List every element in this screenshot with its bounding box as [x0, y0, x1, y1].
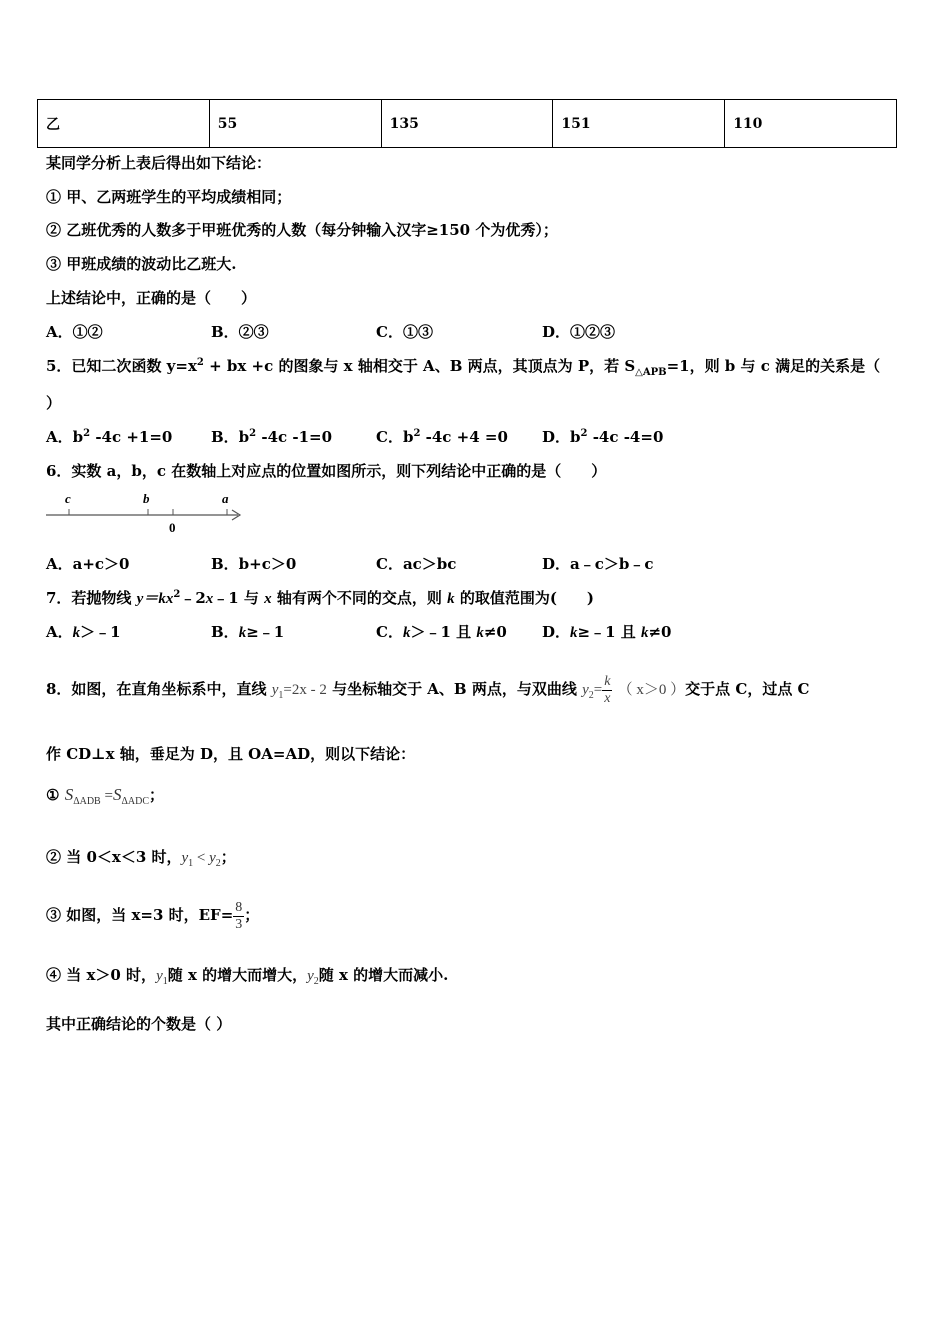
- q7-option-d[interactable]: [542, 621, 671, 642]
- q5-stem-end: ）: [46, 394, 62, 412]
- q8-text: ③ 如图，当 x=3 时，EF=: [46, 906, 234, 924]
- q8-math: S: [64, 785, 74, 804]
- q8-math: <: [193, 850, 210, 866]
- opt-math: k: [476, 625, 484, 641]
- q6-option-c[interactable]: C．ac＞bc: [376, 555, 457, 573]
- q8-text: 交于点 C，过点 C: [685, 680, 810, 698]
- frac-num: k: [604, 673, 611, 689]
- q6-option-d[interactable]: D．a﹣c＞b﹣c: [542, 555, 654, 573]
- q6-option-b[interactable]: B．b+c＞0: [211, 555, 297, 573]
- opt-sup: 2: [249, 428, 257, 439]
- q5-sup: 2: [196, 357, 204, 368]
- table-cell: 135: [381, 100, 553, 148]
- opt-text: ≠0: [648, 623, 672, 641]
- q8-text: ；: [244, 906, 260, 924]
- opt-text: -4c -1=0: [256, 428, 333, 446]
- table-cell: 110: [725, 100, 897, 148]
- q8-sub: 2: [215, 858, 221, 869]
- q5-option-b[interactable]: [211, 426, 332, 447]
- q8-math: y: [181, 850, 189, 866]
- opt-text: ≥﹣1: [246, 623, 285, 641]
- label-b: b: [143, 491, 150, 506]
- q8-text: 8．如图，在直角坐标系中，直线: [46, 680, 267, 698]
- q7-text: ﹣1 与: [213, 589, 265, 607]
- opt-text: -4c -4=0: [587, 428, 664, 446]
- q4-option-b[interactable]: B．②③: [211, 323, 269, 341]
- opt-math: k: [238, 625, 247, 641]
- q8-stem-2: 作 CD⊥x 轴，垂足为 D，且 OA=AD，则以下结论：: [46, 745, 416, 763]
- score-table: [37, 99, 897, 148]
- opt-text: ＞﹣1: [80, 623, 121, 641]
- q5-text: + bx +c 的图象与 x 轴相交于 A、B 两点，其顶点为 P，若 S: [203, 357, 636, 375]
- q8-sub: 1: [278, 690, 284, 701]
- q4-conclusion-1: ① 甲、乙两班学生的平均成绩相同；: [46, 188, 292, 206]
- q8-text: 与坐标轴交于 A、B 两点，与双曲线: [332, 680, 577, 698]
- opt-text: B．b: [211, 428, 250, 446]
- table-cell: 55: [209, 100, 381, 148]
- number-line-figure: [40, 488, 250, 536]
- q8-math: =2x - 2: [283, 682, 327, 698]
- q7-option-c[interactable]: [376, 621, 507, 642]
- q5-option-a[interactable]: [46, 426, 172, 447]
- q8-stem: [46, 657, 810, 721]
- opt-text: ＞﹣1 且: [410, 623, 477, 641]
- q8-math: y: [271, 682, 279, 698]
- q8-condition: （ x＞0 ）: [617, 682, 686, 698]
- opt-sup: 2: [83, 428, 91, 439]
- label-c: c: [65, 491, 71, 506]
- q7-math: k: [447, 591, 455, 607]
- q5-text: =1，则 b 与 c 满足的关系是（: [666, 357, 881, 375]
- q8-result-4: [46, 958, 448, 993]
- q5-stem: [46, 355, 880, 376]
- q6-stem: 6．实数 a，b，c 在数轴上对应点的位置如图所示，则下列结论中正确的是（ ）: [46, 462, 607, 480]
- opt-text: D．b: [542, 428, 581, 446]
- opt-sup: 2: [413, 428, 421, 439]
- q4-intro: 某同学分析上表后得出如下结论：: [46, 154, 272, 172]
- q4-option-d[interactable]: D．①②③: [542, 323, 616, 341]
- q4-question: 上述结论中，正确的是（ ）: [46, 289, 257, 307]
- q8-math: y: [209, 850, 216, 866]
- q8-text: 随 x 的增大而减小.: [318, 966, 449, 984]
- q8-text: ；: [149, 786, 165, 804]
- q8-math: y: [156, 968, 163, 984]
- frac-den: 3: [235, 916, 243, 932]
- q7-stem: [46, 587, 594, 608]
- table-cell: 151: [553, 100, 725, 148]
- q7-text: 的取值范围为( ): [454, 589, 595, 607]
- q7-text: ﹣2: [180, 589, 206, 607]
- frac-den: x: [604, 690, 611, 706]
- q8-result-2: [46, 840, 236, 875]
- q8-sub: 1: [188, 858, 194, 869]
- opt-math: k: [402, 625, 411, 641]
- opt-text: ≥﹣1 且: [577, 623, 641, 641]
- q8-text: ④ 当 x＞0 时，: [46, 966, 157, 984]
- q5-option-d[interactable]: [542, 426, 663, 447]
- q8-math: y: [582, 682, 589, 698]
- table-row: [38, 100, 897, 148]
- q8-text: ② 当 0＜x＜3 时，: [46, 848, 182, 866]
- q8-math: =: [100, 788, 113, 804]
- q8-result-3: [46, 893, 259, 937]
- q8-question: 其中正确结论的个数是（ ）: [46, 1015, 232, 1033]
- q8-math: S: [112, 785, 122, 804]
- q4-option-c[interactable]: C．①③: [376, 323, 433, 341]
- q8-result-1: [46, 778, 164, 813]
- opt-math: k: [570, 625, 578, 641]
- q8-sub: 2: [588, 690, 594, 701]
- q8-sub: ΔADB: [73, 796, 101, 807]
- q4-option-a[interactable]: A．①②: [46, 323, 103, 341]
- q7-math: y＝kx: [136, 591, 174, 607]
- q7-text: 轴有两个不同的交点，则: [271, 589, 448, 607]
- opt-text: -4c +4 =0: [420, 428, 508, 446]
- q8-math: =: [593, 682, 603, 698]
- opt-text: C．b: [376, 428, 414, 446]
- opt-text: A．: [46, 623, 73, 641]
- opt-math: k: [72, 625, 81, 641]
- q8-sub: 2: [313, 976, 319, 987]
- q7-math: x: [205, 591, 214, 607]
- q8-fraction: [233, 900, 244, 933]
- q7-option-b[interactable]: [211, 621, 284, 642]
- opt-math: k: [640, 625, 649, 641]
- q7-text: 7．若抛物线: [46, 589, 137, 607]
- q8-math: y: [307, 968, 314, 984]
- q7-math: x: [264, 591, 272, 607]
- q5-option-c[interactable]: [376, 426, 508, 447]
- opt-text: ≠0: [483, 623, 507, 641]
- table-cell: 乙: [38, 100, 210, 148]
- opt-text: C．: [376, 623, 403, 641]
- q8-sub: ΔADC: [121, 796, 149, 807]
- label-zero: 0: [169, 520, 176, 535]
- q6-option-a[interactable]: A．a+c＞0: [46, 555, 130, 573]
- q4-conclusion-2: ② 乙班优秀的人数多于甲班优秀的人数（每分钟输入汉字≥150 个为优秀）；: [46, 221, 558, 239]
- opt-sup: 2: [580, 428, 588, 439]
- q5-text: 5．已知二次函数 y=x: [46, 357, 197, 375]
- q8-text: ①: [46, 786, 60, 804]
- q5-sub: △APB: [635, 367, 667, 378]
- q7-option-a[interactable]: [46, 621, 121, 642]
- q8-fraction: [602, 674, 612, 707]
- frac-num: 8: [235, 899, 243, 915]
- label-a: a: [222, 491, 229, 506]
- q4-conclusion-3: ③ 甲班成绩的波动比乙班大.: [46, 255, 237, 273]
- opt-text: D．: [542, 623, 571, 641]
- q7-sup: 2: [173, 589, 181, 600]
- q8-text: ；: [220, 848, 236, 866]
- opt-text: -4c +1=0: [90, 428, 173, 446]
- q8-text: 随 x 的增大而增大，: [167, 966, 308, 984]
- opt-text: A．b: [46, 428, 84, 446]
- q8-sub: 1: [162, 976, 168, 987]
- opt-text: B．: [211, 623, 239, 641]
